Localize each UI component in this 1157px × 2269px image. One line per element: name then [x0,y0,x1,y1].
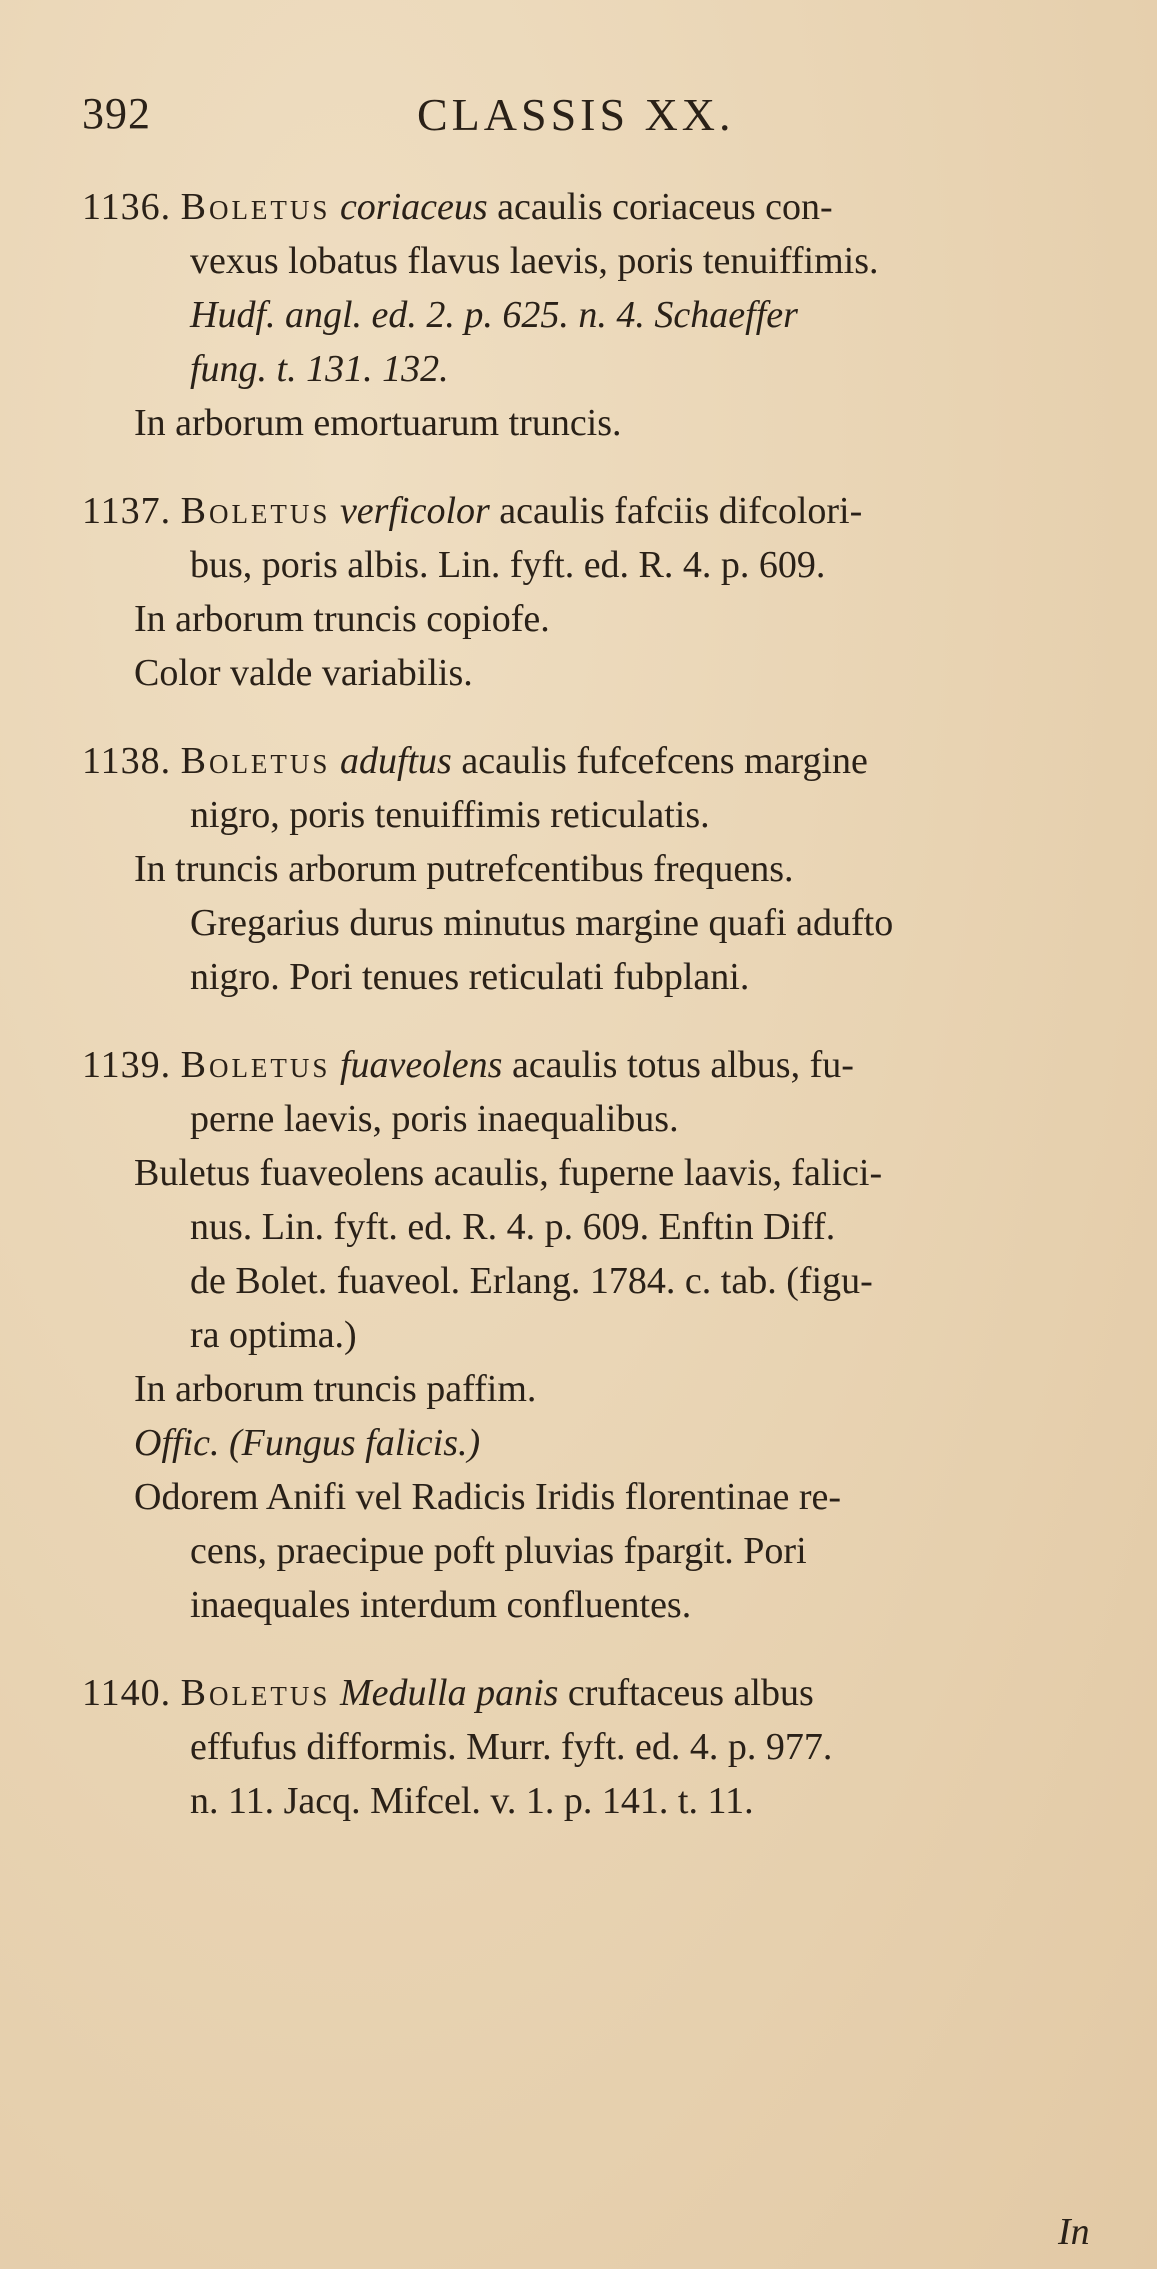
note-line: Color valde variabilis. [134,652,473,694]
entry-first-line [82,734,1082,788]
note-line: Odorem Anifi vel Radicis Iridis florentinae re- [134,1476,842,1518]
genus-name: Boletus [180,1672,331,1714]
entry-text: acaulis coriaceus con- [497,186,833,228]
habitat-line: In truncis arborum putrefcentibus frequens. [134,848,794,890]
entry-line: ra optima.) [190,1314,357,1356]
habitat-line: In arborum truncis paffim. [134,1368,537,1410]
entry-first-line [82,1038,1082,1092]
species-name: verficolor [339,490,490,532]
species-name: coriaceus [339,186,488,228]
entry-line: bus, poris albis. Lin. fyft. ed. R. 4. p. 609. [190,544,826,586]
note-line: inaequales interdum confluentes. [190,1584,692,1626]
entry-1139 [82,1038,1082,1632]
entry-number: 1136. [82,186,172,228]
catchword: In [1058,2211,1090,2253]
entry-1138 [82,734,1082,1004]
entry-first-line [82,1666,1082,1720]
note-line: nigro. Pori tenues reticulati fubplani. [190,956,750,998]
entry-text: cruftaceus albus [567,1672,814,1714]
entry-1137 [82,484,1082,700]
entry-line: vexus lobatus flavus laevis, poris tenuiffimis. [190,240,879,282]
page-number: 392 [82,89,151,138]
entry-text: acaulis fufcefcens margine [461,740,868,782]
note-line: cens, praecipue poft pluvias fpargit. Pori [190,1530,807,1572]
entries [82,180,1082,1862]
entry-line: n. 11. Jacq. Mifcel. v. 1. p. 141. t. 11. [190,1780,754,1822]
synonym-line: Buletus fuaveolens acaulis, fuperne laavis, falici- [134,1152,883,1194]
habitat-line: In arborum truncis copiofe. [134,598,550,640]
genus-name: Boletus [180,186,331,228]
species-name: aduftus [339,740,452,782]
entry-line: nus. Lin. fyft. ed. R. 4. p. 609. Enftin Diff. [190,1206,836,1248]
species-name: Medulla panis [339,1672,559,1714]
genus-name: Boletus [180,1044,331,1086]
entry-text: acaulis totus albus, fu- [511,1044,854,1086]
entry-first-line [82,484,1082,538]
page-header [82,88,1082,148]
entry-text: acaulis fafciis difcolori- [499,490,863,532]
entry-number: 1139. [82,1044,172,1086]
entry-number: 1140. [82,1672,172,1714]
entry-line: nigro, poris tenuiffimis reticulatis. [190,794,710,836]
entry-line: perne laevis, poris inaequalibus. [190,1098,679,1140]
entry-first-line [82,180,1082,234]
entry-number: 1138. [82,740,172,782]
entry-line: de Bolet. fuaveol. Erlang. 1784. c. tab. (figu- [190,1260,873,1302]
entry-line: fung. t. 131. 132. [190,348,449,390]
species-name: fuaveolens [339,1044,503,1086]
genus-name: Boletus [180,490,331,532]
note-line: Gregarius durus minutus margine quafi adufto [190,902,894,944]
entry-line: Hudf. angl. ed. 2. p. 625. n. 4. Schaeffer [190,294,798,336]
officinal-line: Offic. (Fungus falicis.) [134,1422,481,1464]
entry-1136 [82,180,1082,450]
running-head: CLASSIS XX. [417,89,735,140]
entry-1140 [82,1666,1082,1828]
entry-line: effufus difformis. Murr. fyft. ed. 4. p. 977. [190,1726,833,1768]
habitat-line: In arborum emortuarum truncis. [134,402,622,444]
genus-name: Boletus [180,740,331,782]
entry-number: 1137. [82,490,172,532]
